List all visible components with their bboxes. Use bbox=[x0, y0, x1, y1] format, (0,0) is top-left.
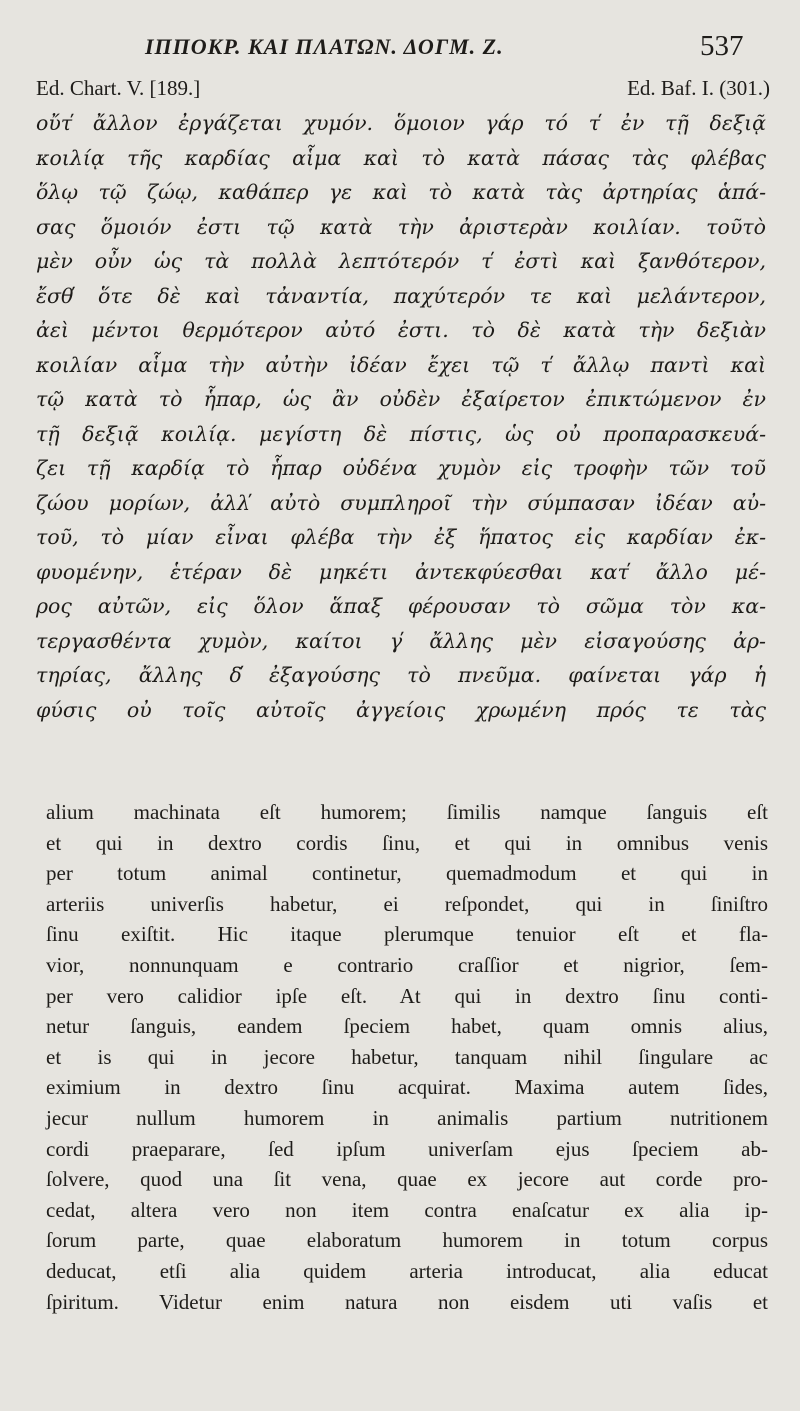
latin-text-line: per totum animal continetur, quemadmodum et qui in bbox=[46, 861, 768, 886]
running-title: ΙΠΠΟΚΡ. ΚΑΙ ΠΛΑΤΩΝ. ΔΟΓΜ. Ζ. bbox=[145, 34, 504, 59]
latin-text-line: arteriis univerſis habetur, ei reſpondet, qui in ſiniſtro bbox=[46, 891, 768, 916]
greek-text-block bbox=[36, 106, 766, 727]
latin-text-block bbox=[46, 797, 768, 1317]
greek-text-line: φυομένην, ἑτέραν δὲ μηκέτι ἀντεκφύεσθαι κατ̕ ἄλλο μέ- bbox=[36, 559, 766, 584]
greek-text-line: οὔτ̕ ἄλλον ἐργάζεται χυμόν. ὅμοιον γάρ τό τ̕ ἐν τῇ δεξιᾷ bbox=[36, 111, 766, 135]
latin-text-line: deducat, etſi alia quidem arteria introducat, alia educat bbox=[46, 1258, 768, 1283]
latin-text-line: ſpiritum. Videtur enim natura non eisdem uti vaſis et bbox=[46, 1289, 768, 1314]
greek-text-line: ζώου μορίων, ἀλλ̕ αὐτὸ συμπληροῖ τὴν σύμπασαν ἰδέαν αὐ- bbox=[36, 490, 766, 515]
latin-text-line: et is qui in jecore habetur, tanquam nihil ſingulare ac bbox=[46, 1044, 768, 1069]
page-number: 537 bbox=[700, 30, 744, 62]
greek-text-line: τῷ κατὰ τὸ ἧπαρ, ὡς ἂν οὐδὲν ἐξαίρετον ἐπικτώμενον ἐν bbox=[36, 387, 766, 411]
greek-text-line: κοιλίᾳ τῆς καρδίας αἷμα καὶ τὸ κατὰ πάσας τὰς φλέβας bbox=[36, 145, 766, 170]
latin-text-line: eximium in dextro ſinu acquirat. Maxima autem ſides, bbox=[46, 1075, 768, 1100]
latin-text-line: et qui in dextro cordis ſinu, et qui in omnibus venis bbox=[46, 830, 768, 855]
latin-text-line: per vero calidior ipſe eſt. At qui in dextro ſinu conti- bbox=[46, 983, 768, 1008]
latin-text-line: cedat, altera vero non item contra enaſcatur ex alia ip- bbox=[46, 1197, 768, 1222]
greek-text-line: μὲν οὖν ὡς τὰ πολλὰ λεπτότερόν τ̕ ἐστὶ καὶ ξανθότερον, bbox=[36, 249, 766, 273]
edition-references bbox=[0, 74, 800, 106]
latin-text-line: ſolvere, quod una ſit vena, quae ex jecore aut corde pro- bbox=[46, 1167, 768, 1192]
greek-text-line: ὅλῳ τῷ ζώῳ, καθάπερ γε καὶ τὸ κατὰ τὰς ἀρτηρίας ἁπά- bbox=[36, 180, 766, 204]
latin-text-line: ſorum parte, quae elaboratum humorem in totum corpus bbox=[46, 1228, 768, 1253]
greek-text-line: ρος αὐτῶν, εἰς ὅλον ἅπαξ φέρουσαν τὸ σῶμα τὸν κα- bbox=[36, 594, 766, 618]
latin-text-line: ſinu exiſtit. Hic itaque plerumque tenuior eſt et fla- bbox=[46, 922, 768, 947]
greek-text-line: τοῦ, τὸ μίαν εἶναι φλέβα τὴν ἐξ ἥπατος εἰς καρδίαν ἐκ- bbox=[36, 525, 766, 549]
latin-text-line: vior, nonnunquam e contrario craſſior et nigrior, ſem- bbox=[46, 952, 768, 977]
greek-text-line: σας ὅμοιόν ἐστι τῷ κατὰ τὴν ἀριστερὰν κοιλίαν. τοῦτὸ bbox=[36, 214, 766, 239]
greek-text-line: ζει τῇ καρδίᾳ τὸ ἧπαρ οὐδένα χυμὸν εἰς τροφὴν τῶν τοῦ bbox=[36, 456, 766, 480]
running-head bbox=[0, 28, 800, 68]
greek-text-line: φύσις οὐ τοῖς αὐτοῖς ἀγγείοις χρωμένη πρός τε τὰς bbox=[36, 697, 766, 722]
latin-text-line: alium machinata eſt humorem; ſimilis namque ſanguis eſt bbox=[46, 800, 768, 824]
latin-text-line: cordi praeparare, ſed ipſum univerſam ejus ſpeciem ab- bbox=[46, 1136, 768, 1161]
greek-text-line: τεργασθέντα χυμὸν, καίτοι γ̕ ἄλλης μὲν εἰσαγούσης ἀρ- bbox=[36, 628, 766, 653]
edition-reference-basel: Ed. Baf. I. (301.) bbox=[627, 76, 770, 100]
greek-text-line: κοιλίαν αἷμα τὴν αὐτὴν ἰδέαν ἔχει τῷ τ̕ ἄλλῳ παντὶ καὶ bbox=[36, 352, 766, 377]
latin-text-line: netur ſanguis, eandem ſpeciem habet, quam omnis alius, bbox=[46, 1014, 768, 1039]
latin-text-line: jecur nullum humorem in animalis partium nutritionem bbox=[46, 1105, 768, 1130]
greek-text-line: τῇ δεξιᾷ κοιλίᾳ. μεγίστη δὲ πίστις, ὡς οὐ προπαρασκευά- bbox=[36, 421, 766, 446]
edition-reference-chartier: Ed. Chart. V. [189.] bbox=[36, 76, 201, 100]
greek-text-line: τηρίας, ἄλλης δ̕ ἐξαγούσης τὸ πνεῦμα. φαίνεται γάρ ἡ bbox=[36, 663, 766, 687]
greek-text-line: ἀεὶ μέντοι θερμότερον αὐτό ἐστι. τὸ δὲ κατὰ τὴν δεξιὰν bbox=[36, 318, 766, 342]
greek-text-line: ἔσθ̕ ὅτε δὲ καὶ τἀναντία, παχύτερόν τε καὶ μελάντερον, bbox=[36, 283, 766, 308]
